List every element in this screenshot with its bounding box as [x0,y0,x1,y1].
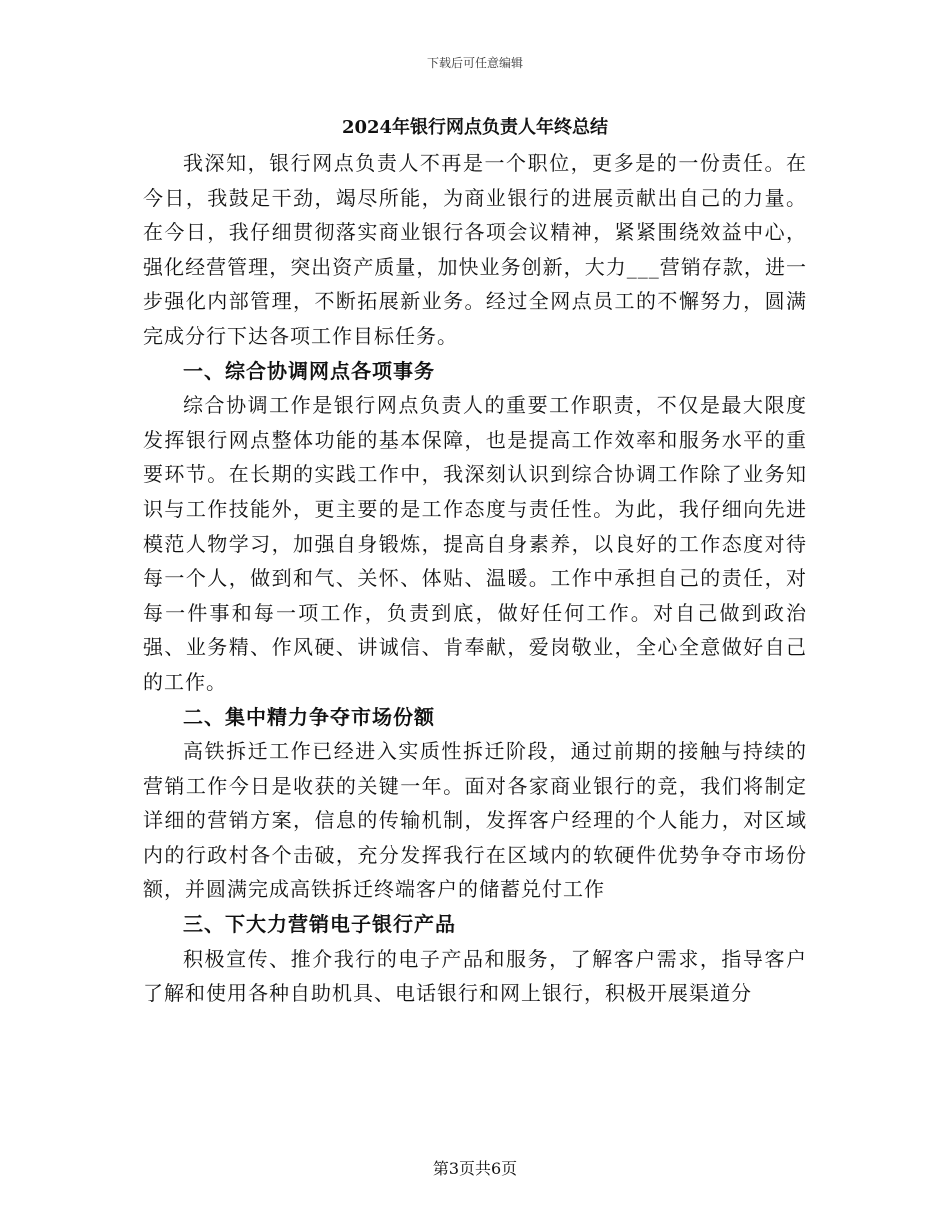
section-heading-1: 一、综合协调网点各项事务 [183,358,435,383]
page-number: 第3页共6页 [432,1159,518,1178]
intro-paragraph: 我深知，银行网点负责人不再是一个职位，更多是的一份责任。在今日，我鼓足干劲，竭尽所能，为商业银行的进展贡献出自己的力量。在今日，我仔细贯彻落实商业银行各项会议精神，紧紧围绕效益中心，强化经营管理，突出资产质量，加快业务创新，大力___营销存款，进一步强化内部管理，不断拓展新业务。经过全网点员工的不懈努力，圆满完成分行下达各项工作目标任务。 [143,151,807,348]
document-body [143,146,807,1011]
section-heading-2: 二、集中精力争夺市场份额 [183,704,435,729]
section-heading-3: 三、下大力营销电子银行产品 [183,912,456,937]
section-1-paragraph: 综合协调工作是银行网点负责人的重要工作职责，不仅是最大限度发挥银行网点整体功能的基本保障，也是提高工作效率和服务水平的重要环节。在长期的实践工作中，我深刻认识到综合协调工作除了业务知识与工作技能外，更主要的是工作态度与责任性。为此，我仔细向先进模范人物学习，加强自身锻炼，提高自身素养，以良好的工作态度对待每一个人，做到和气、关怀、体贴、温暖。工作中承担自己的责任，对每一件事和每一项工作，负责到底，做好任何工作。对自己做到政治强、业务精、作风硬、讲诚信、肯奉献，爱岗敬业，全心全意做好自己的工作。 [143,393,807,694]
page-header-note: 下载后可任意编辑 [426,56,523,70]
section-2-paragraph: 高铁拆迁工作已经进入实质性拆迁阶段，通过前期的接触与持续的营销工作今日是收获的关键一年。面对各家商业银行的竞，我们将制定详细的营销方案，信息的传输机制，发挥客户经理的个人能力，对区域内的行政村各个击破，充分发挥我行在区域内的软硬件优势争夺市场份额，并圆满完成高铁拆迁终端客户的储蓄兑付工作 [143,739,807,902]
section-3-paragraph: 积极宣传、推介我行的电子产品和服务，了解客户需求，指导客户了解和使用各种自助机具、电话银行和网上银行，积极开展渠道分 [143,946,807,1006]
document-title: 2024年银行网点负责人年终总结 [341,117,609,138]
